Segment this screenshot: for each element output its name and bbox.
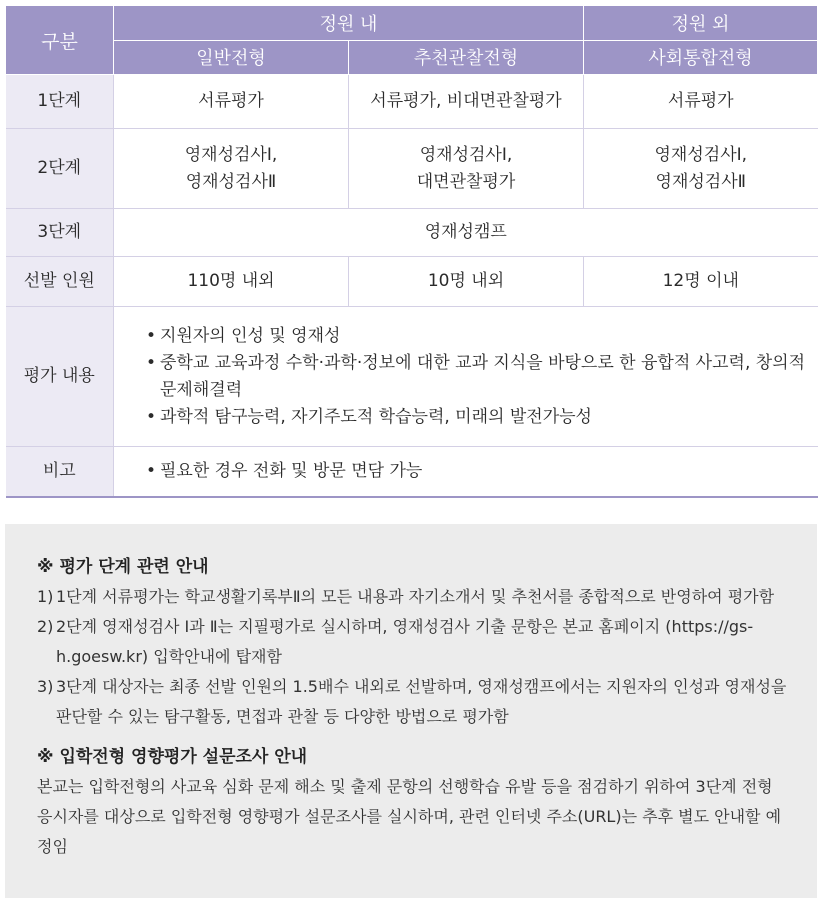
table-row [6, 307, 818, 447]
eval-notice-list [37, 582, 791, 732]
list-item: • 중학교 교육과정 수학·과학·정보에 대한 교과 지식을 바탕으로 한 융합적 사고력, 창의적 문제해결력 [146, 350, 818, 404]
cell-line: 영재성검사Ⅱ [655, 171, 746, 192]
item-text: 2단계 영재성검사 Ⅰ과 Ⅱ는 지필평가로 실시하며, 영재성검사 기출 문항은 본교 홈페이지 (https://gs-h.goesw.kr) 입학안내에 탑재함 [56, 617, 754, 666]
cell: 서류평가 [584, 75, 818, 129]
survey-notice-text: 본교는 입학전형의 사교육 심화 문제 해소 및 출제 문항의 선행학습 유발 등을 점검하기 위하여 3단계 전형 응시자를 대상으로 입학전형 영향평가 설문조사를 실시하며, 관련 인터넷 주소(URL)는 추후 별도 안내할 예정임 [37, 777, 782, 856]
list-item [37, 582, 791, 612]
list-item [37, 612, 791, 672]
table-row [6, 209, 818, 257]
list-item: • 지원자의 인성 및 영재성 [146, 323, 818, 350]
evaluation-cell [114, 307, 818, 447]
list-item: • 필요한 경우 전화 및 방문 면담 가능 [146, 458, 818, 485]
row-label: 1단계 [6, 75, 114, 129]
cell [349, 129, 584, 209]
row-label: 3단계 [6, 209, 114, 257]
cell [114, 129, 349, 209]
header-category: 구분 [6, 6, 114, 75]
row-label: 2단계 [6, 129, 114, 209]
cell: 10명 내외 [349, 257, 584, 307]
survey-notice-title: ※ 입학전형 영향평가 설문조사 안내 [37, 747, 308, 767]
header-general: 일반전형 [114, 40, 349, 75]
evaluation-list [146, 323, 818, 431]
cell-line: 영재성검사Ⅰ, [654, 144, 748, 165]
header-recommend: 추천관찰전형 [349, 40, 584, 75]
item-text: 3단계 대상자는 최종 선발 인원의 1.5배수 내외로 선발하며, 영재성캠프에서는 지원자의 인성과 영재성을 판단할 수 있는 탐구활동, 면접과 관찰 등 다양한 방법으로 평가함 [56, 677, 787, 726]
header-out-quota: 정원 외 [584, 6, 818, 41]
notice-box [5, 524, 817, 898]
cell: 서류평가, 비대면관찰평가 [349, 75, 584, 129]
cell-line: 대면관찰평가 [416, 171, 516, 192]
eval-notice-title: ※ 평가 단계 관련 안내 [37, 557, 209, 577]
cell-merged: 영재성캠프 [114, 209, 818, 257]
cell: 서류평가 [114, 75, 349, 129]
cell: 110명 내외 [114, 257, 349, 307]
row-label: 비고 [6, 447, 114, 497]
item-text: 1단계 서류평가는 학교생활기록부Ⅱ의 모든 내용과 자기소개서 및 추천서를 종합적으로 반영하여 평가함 [56, 587, 775, 606]
table-row [6, 257, 818, 307]
header-social: 사회통합전형 [584, 40, 818, 75]
remarks-list [146, 458, 818, 485]
remarks-cell [114, 447, 818, 497]
row-label: 선발 인원 [6, 257, 114, 307]
table-row [6, 447, 818, 497]
item-number: 1) [37, 587, 54, 606]
header-in-quota: 정원 내 [114, 6, 584, 41]
cell-line: 영재성검사Ⅰ, [184, 144, 278, 165]
table-row [6, 129, 818, 209]
item-number: 3) [37, 677, 54, 696]
list-item [37, 672, 791, 732]
cell: 12명 이내 [584, 257, 818, 307]
cell-line: 영재성검사Ⅱ [185, 171, 277, 192]
spacer [37, 732, 791, 742]
list-item: • 과학적 탐구능력, 자기주도적 학습능력, 미래의 발전가능성 [146, 404, 818, 431]
table-row [6, 75, 818, 129]
cell-line: 영재성검사Ⅰ, [419, 144, 513, 165]
row-label: 평가 내용 [6, 307, 114, 447]
cell [584, 129, 818, 209]
admission-table [5, 5, 818, 498]
item-number: 2) [37, 617, 54, 636]
